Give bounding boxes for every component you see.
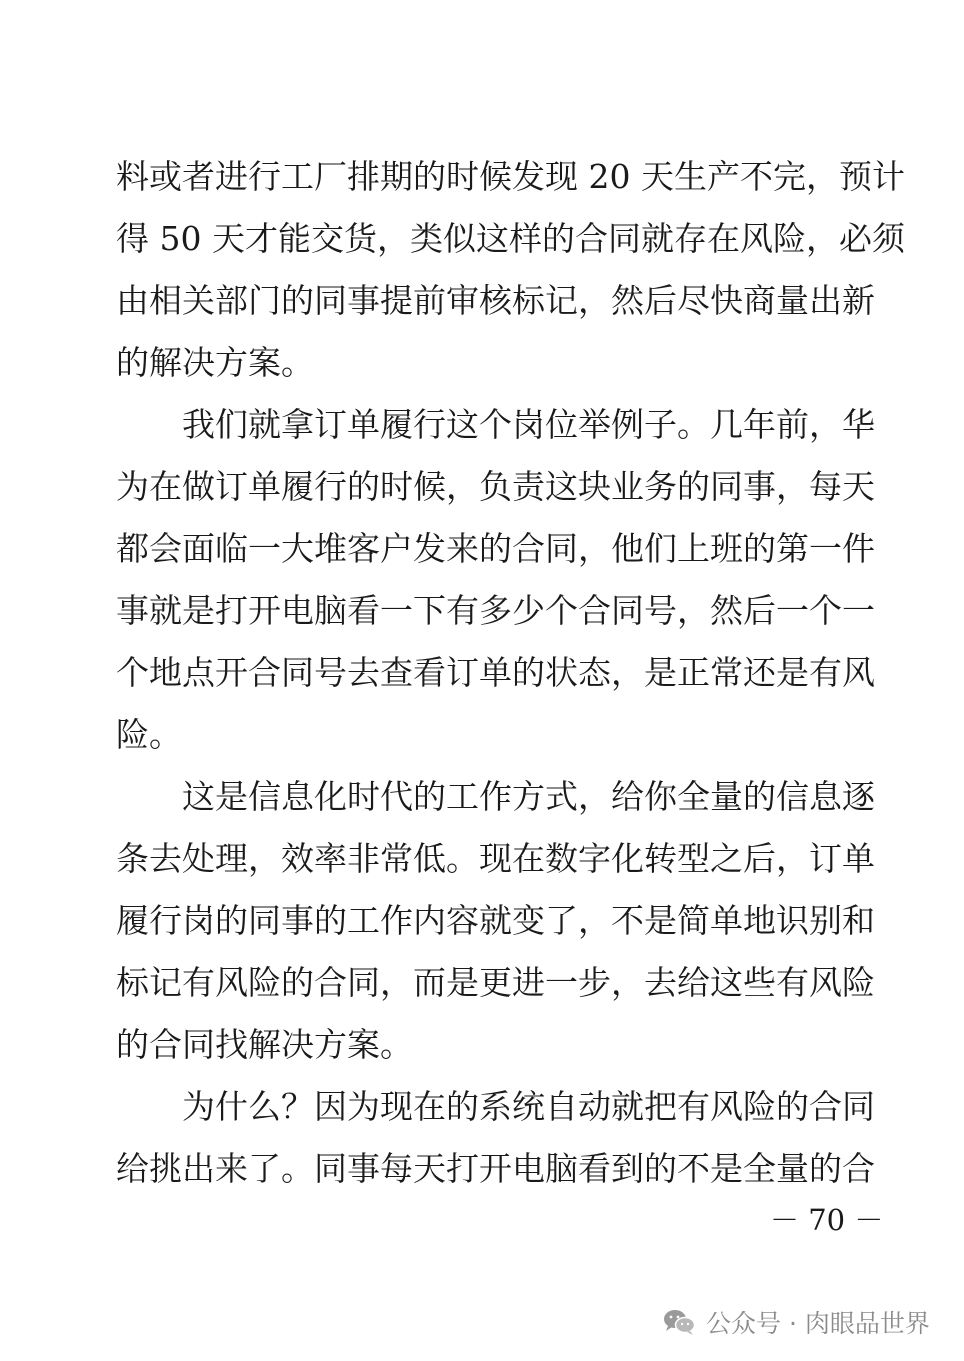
text-line: 料或者进行工厂排期的时候发现 20 天生产不完，预计 xyxy=(116,157,905,196)
paragraph-first-line: 为什么？因为现在的系统自动就把有风险的合同 xyxy=(182,1087,875,1126)
text-line: 险。 xyxy=(116,715,182,754)
text-line: 个地点开合同号去查看订单的状态，是正常还是有风 xyxy=(116,653,875,692)
text-line: 条去处理，效率非常低。现在数字化转型之后，订单 xyxy=(116,839,875,878)
page-number: － 70 － xyxy=(770,1203,884,1237)
text-line: 事就是打开电脑看一下有多少个合同号，然后一个一 xyxy=(116,591,875,630)
text-line: 由相关部门的同事提前审核标记，然后尽快商量出新 xyxy=(116,281,875,320)
paragraph-first-line: 我们就拿订单履行这个岗位举例子。几年前，华 xyxy=(182,405,875,444)
text-line: 得 50 天才能交货，类似这样的合同就存在风险，必须 xyxy=(116,219,905,258)
paragraph-first-line: 这是信息化时代的工作方式，给你全量的信息逐 xyxy=(182,777,875,816)
text-line: 的解决方案。 xyxy=(116,343,314,382)
text-line: 为在做订单履行的时候，负责这块业务的同事，每天 xyxy=(116,467,875,506)
text-line: 标记有风险的合同，而是更进一步，去给这些有风险 xyxy=(116,963,875,1002)
text-line: 都会面临一大堆客户发来的合同，他们上班的第一件 xyxy=(116,529,875,568)
wechat-icon xyxy=(662,1307,696,1337)
watermark-text: 公众号 · 肉眼品世界 xyxy=(706,1309,930,1338)
text-line: 履行岗的同事的工作内容就变了，不是简单地识别和 xyxy=(116,901,875,940)
watermark xyxy=(662,1300,930,1344)
text-line: 的合同找解决方案。 xyxy=(116,1025,413,1064)
text-line: 给挑出来了。同事每天打开电脑看到的不是全量的合 xyxy=(116,1149,875,1188)
